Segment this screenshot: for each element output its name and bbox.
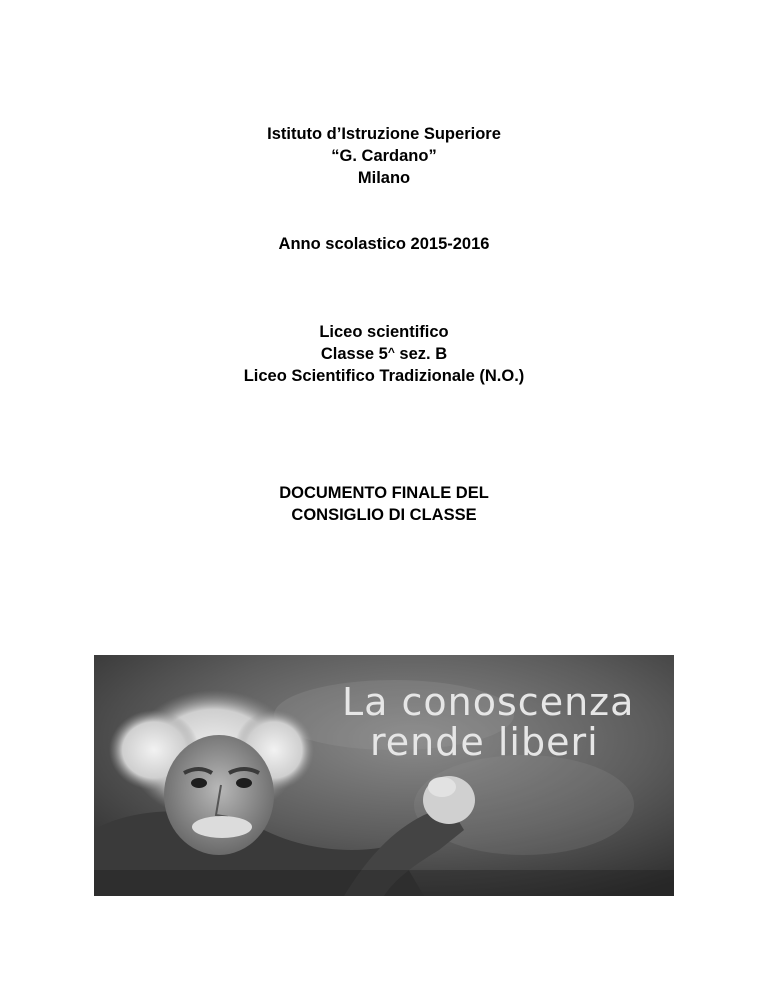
document-title-line1: DOCUMENTO FINALE DEL [279,484,489,502]
course-class-caret: ^ [387,345,395,359]
course-type: Liceo scientifico [319,323,449,341]
course-class [0,343,768,365]
course-class-suffix: sez. B [394,345,448,363]
header-school-name: “G. Cardano” [331,147,437,165]
school-year: Anno scolastico 2015-2016 [278,235,490,253]
course-track: Liceo Scientifico Tradizionale (N.O.) [243,367,525,385]
chalk-line2: rende liberi [370,720,599,764]
course-class-prefix: Classe 5 [320,345,388,363]
header-institute: Istituto d’Istruzione Superiore [267,125,501,143]
header-city: Milano [357,169,411,187]
document-title-line2: CONSIGLIO DI CLASSE [291,506,477,524]
chalk-line1: La conoscenza [342,680,635,724]
einstein-blackboard-photo [94,655,674,896]
